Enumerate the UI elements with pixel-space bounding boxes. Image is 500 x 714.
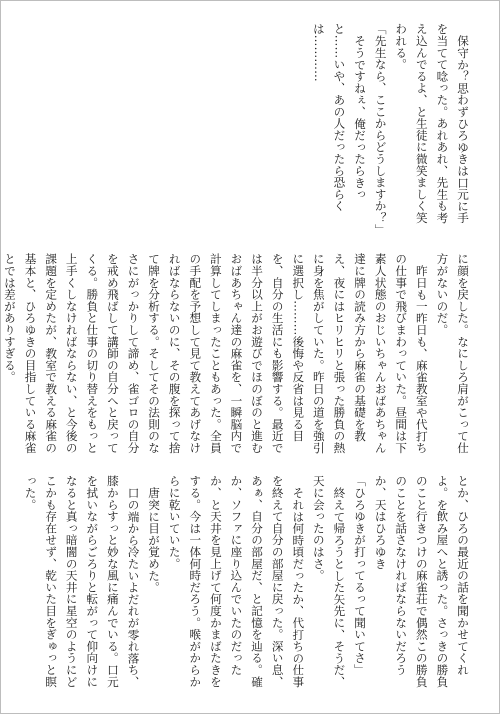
text-tier-bottom bbox=[23, 475, 473, 691]
paragraph: とか、ひろの最近の話を聞かせてくれよ。を飲み屋へと誘った。さっきの勝負のこと行きつけの麻雀荘で偶然この勝負のことを話さなければならないだろうか、天はひろゆき bbox=[373, 475, 470, 688]
paragraph: 昨日も一昨日も、麻雀教室や代打ちの仕事で飛びまわっていた。昼間は下素人状態のおじいちゃんおばあちゃん達に牌の読み方から麻雀の基礎を教え、夜にはヒリヒリと張った勝負の熱に身を焦がしていた。昨日の道を強引に選択し………後悔や反省は見る目を、自分の生活にも影響する。最近では半分以上がお遊びでほのぼのと進むおばあちゃん達の麻雀を、一瞬脳内で計算してしまったこともあった。全員の手配を予想して見て教えてあげなければならないのに、その腹を探って捨て牌を分析する。そしてその法則のなさにがっかりして諦め、雀ゴロの自分を戒め飛ばして講師の自分へと戻ってくる。勝負と仕事の切り替えをもっと上手くしなければならない、と今後の課題を定めたが、教室で教える麻雀の基本と、ひろゆきの目指している麻雀とでは差がありすぎる。 bbox=[2, 253, 429, 454]
dialogue-line: 「ひろゆきが打ってるって聞いてさ」 bbox=[353, 475, 368, 676]
paragraph: 唐突に目が覚めた。 bbox=[147, 486, 162, 593]
text-tier-top bbox=[27, 23, 473, 236]
paragraph: 保守か？思わずひろゆきは口元に手を当てて唸った。あれあれ、先生も考え込んでるよ、と生徒に微笑ましく笑われる。 bbox=[394, 23, 470, 224]
paragraph: 終えて帰ろうとした矢先に、そうだ、天に会ったのはさ。 bbox=[311, 475, 347, 688]
text-tier-middle bbox=[2, 253, 473, 459]
paragraph: それは何時頃だったか、代打ちの仕事を終えて自分の部屋に戻った。深い息、あぁ、自分の部屋だ、と記憶を辿る。確か、ソファに座り込んでいたのだったか、と天井を見上げて何度かまばたきをする。今は一体何時だろう。喉がからからに乾いていた。 bbox=[167, 475, 306, 688]
paragraph: に顔を戻した。なにしろ肩がこって仕方がないのだ。 bbox=[435, 253, 470, 454]
paragraph: そうですねぇ、俺だったらきっと……いや、あの人だったら恐らくは………… bbox=[311, 23, 368, 212]
dialogue-line: 「先生なら、ここからどうしますか？」 bbox=[373, 23, 388, 236]
paragraph: 口の端から冷たいよだれが零れ落ち、膝からすっと妙な風に痛んでいる。口元を拭いながらごろりと転がって仰向けになると真っ暗闇の天井に星空のようにどこかも存在せず、乾いた目をぎゅっと瞑った。 bbox=[23, 475, 141, 688]
